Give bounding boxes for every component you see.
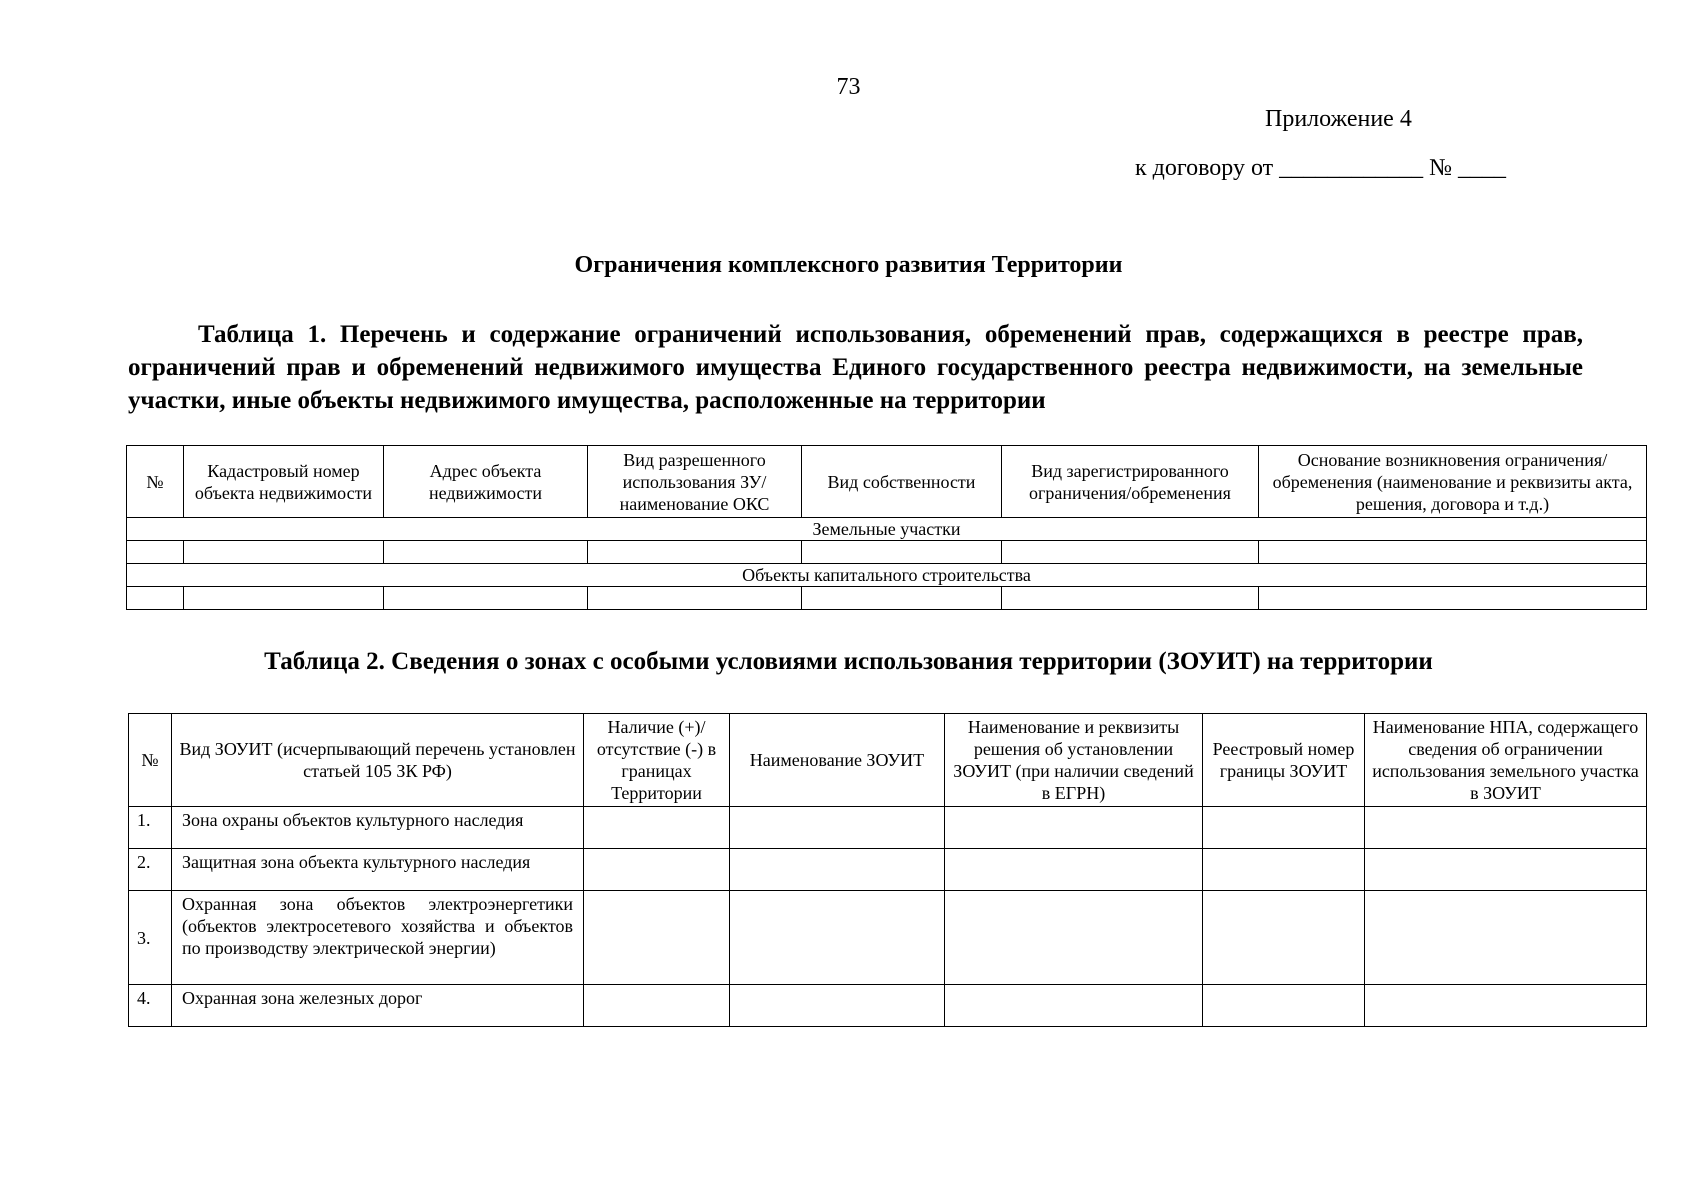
table2-header-num: №: [129, 714, 172, 807]
table-cell: [1002, 541, 1259, 564]
zone-name: Охранная зона железных дорог: [172, 985, 584, 1027]
table-row: [129, 891, 1647, 985]
zone-name: Защитная зона объекта культурного наследия: [172, 849, 584, 891]
table-cell: [1365, 807, 1647, 849]
table-cell: [588, 541, 802, 564]
table-cell: [802, 541, 1002, 564]
table2-header-registry-number: Реестровый номер границы ЗОУИТ: [1203, 714, 1365, 807]
table1-empty-row: [127, 541, 1647, 564]
table-cell: [1365, 985, 1647, 1027]
restrictions-table: [126, 445, 1647, 610]
table-cell: [945, 807, 1203, 849]
table1-header-address: Адрес объекта недвижимости: [384, 446, 588, 518]
table-row: [129, 849, 1647, 891]
table-cell: [730, 849, 945, 891]
table2-header-npa: Наименование НПА, содержащего сведения об ограничении использования земельного участка в ЗОУИТ: [1365, 714, 1647, 807]
table-cell: [584, 891, 730, 985]
table-cell: [1365, 891, 1647, 985]
table1-header-cadastral: Кадастровый номер объекта недвижимости: [184, 446, 384, 518]
row-number: 2.: [129, 849, 172, 891]
table-cell: [584, 985, 730, 1027]
table-cell: [127, 541, 184, 564]
table1-section-row: [127, 564, 1647, 587]
table-cell: [730, 985, 945, 1027]
table-cell: [384, 541, 588, 564]
table-cell: [1259, 587, 1647, 610]
table1-header-ownership: Вид собственности: [802, 446, 1002, 518]
table-cell: [730, 807, 945, 849]
table-cell: [945, 891, 1203, 985]
table-cell: [1002, 587, 1259, 610]
table1-header-num: №: [127, 446, 184, 518]
table2-header-zouit-name: Наименование ЗОУИТ: [730, 714, 945, 807]
table1-header-row: [127, 446, 1647, 518]
row-number: 3.: [129, 891, 172, 985]
table1-header-permitted-use: Вид разрешенного использования ЗУ/наименование ОКС: [588, 446, 802, 518]
zone-name: Зона охраны объектов культурного наследия: [172, 807, 584, 849]
table1-section-row: [127, 518, 1647, 541]
table1-header-encumbrance: Вид зарегистрированного ограничения/обременения: [1002, 446, 1259, 518]
table-cell: [384, 587, 588, 610]
contract-line: к договору от ____________ № ____: [1135, 155, 1507, 181]
table1-header-basis: Основание возникновения ограничения/обременения (наименование и реквизиты акта, решения, договора и т.д.): [1259, 446, 1647, 518]
table-cell: [945, 985, 1203, 1027]
zone-name: Охранная зона объектов электроэнергетики (объектов электросетевого хозяйства и объектов по производству электрической энергии): [172, 891, 584, 985]
table-cell: [1203, 985, 1365, 1027]
document-title: Ограничения комплексного развития Территории: [574, 252, 1123, 278]
table-cell: [184, 541, 384, 564]
table2-header-presence: Наличие (+)/отсутствие (-) в границах Территории: [584, 714, 730, 807]
table-cell: [945, 849, 1203, 891]
table1-caption: Таблица 1. Перечень и содержание ограничений использования, обременений прав, содержащихся в реестре прав, ограничений прав и обременений недвижимого имущества Единого государственного реестра недвижимости, на земельные участки, иные объекты недвижимого имущества, расположенные на территории: [128, 321, 1583, 414]
section-capital-construction: Объекты капитального строительства: [127, 564, 1647, 587]
page-number: 73: [836, 74, 861, 100]
table2-caption: Таблица 2. Сведения о зонах с особыми условиями использования территории (ЗОУИТ) на территории: [264, 648, 1433, 675]
table1-empty-row: [127, 587, 1647, 610]
row-number: 1.: [129, 807, 172, 849]
table-cell: [730, 891, 945, 985]
table2-header-decision: Наименование и реквизиты решения об установлении ЗОУИТ (при наличии сведений в ЕГРН): [945, 714, 1203, 807]
table-cell: [584, 807, 730, 849]
section-land-plots: Земельные участки: [127, 518, 1647, 541]
table-cell: [802, 587, 1002, 610]
table-row: [129, 985, 1647, 1027]
table-cell: [584, 849, 730, 891]
table-cell: [127, 587, 184, 610]
table2-header-row: [129, 714, 1647, 807]
table-cell: [1203, 849, 1365, 891]
table2-header-zouit-type: Вид ЗОУИТ (исчерпывающий перечень установлен статьей 105 ЗК РФ): [172, 714, 584, 807]
table-row: [129, 807, 1647, 849]
zouit-table: [128, 713, 1647, 1027]
table-cell: [184, 587, 384, 610]
table-cell: [588, 587, 802, 610]
table-cell: [1203, 807, 1365, 849]
appendix-label: Приложение 4: [1265, 106, 1412, 132]
table-cell: [1203, 891, 1365, 985]
table-cell: [1365, 849, 1647, 891]
table-cell: [1259, 541, 1647, 564]
row-number: 4.: [129, 985, 172, 1027]
